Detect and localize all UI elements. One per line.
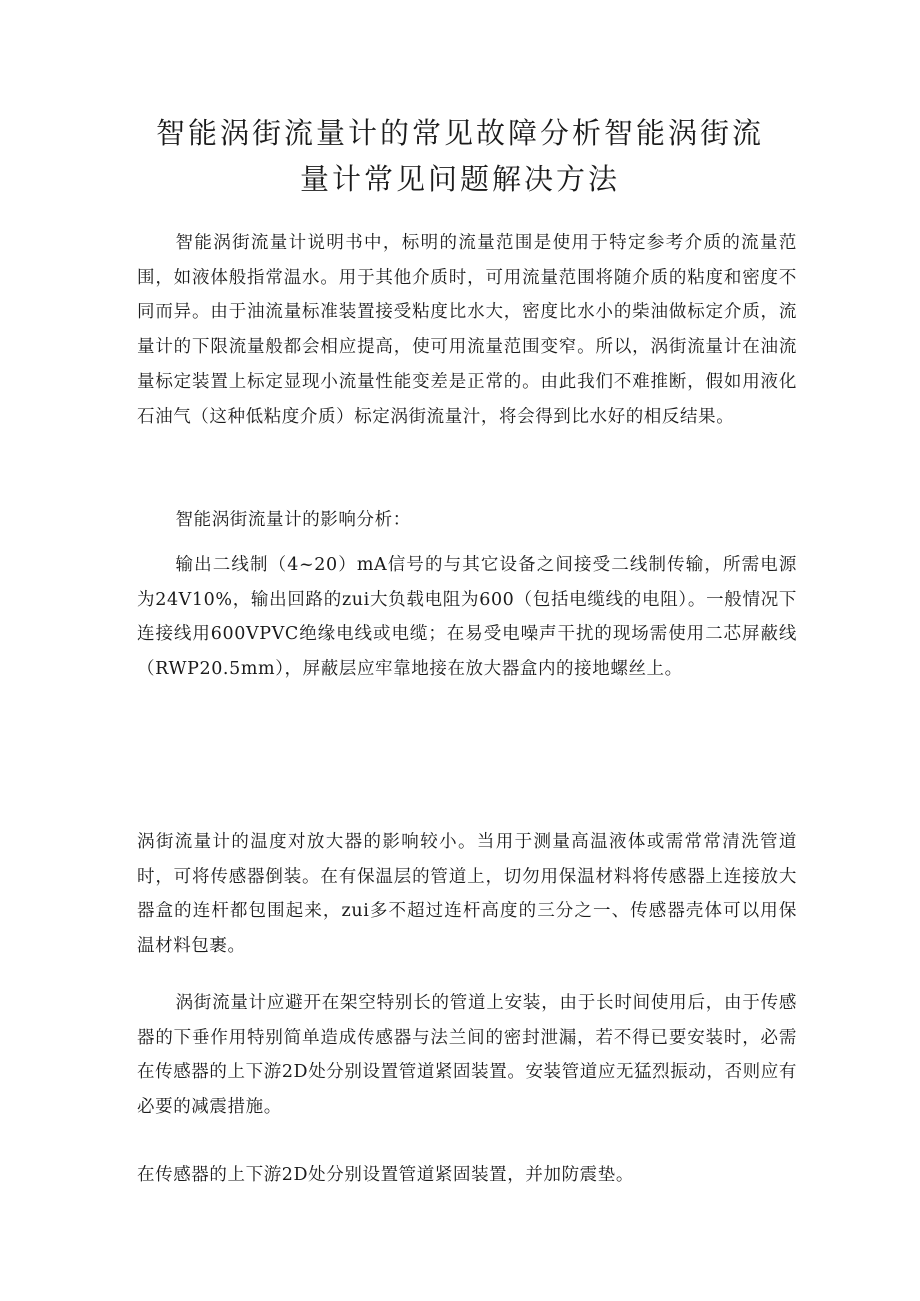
paragraph-installation: 涡街流量计应避开在架空特别长的管道上安装，由于长时间使用后，由于传感器的下垂作用特别简单造成传感器与法兰间的密封泄漏，若不得已要安装时，必需在传感器的上下游2D处分别设置管道紧固装置。安装管道应无猛烈振动，否则应有必要的减震措施。 [137, 993, 797, 1118]
document-title [130, 110, 790, 202]
paragraph-flow-range: 智能涡街流量计说明书中，标明的流量范围是使用于特定参考介质的流量范围，如液体般指常温水。用于其他介质时，可用流量范围将随介质的粘度和密度不同而异。由于油流量标准装置接受粘度比水大，密度比水小的柴油做标定介质，流量计的下限流量般都会相应提高，使可用流量范围变窄。所以，涡街流量计在油流量标定装置上标定显现小流量性能变差是正常的。由此我们不难推断，假如用液化石油气（这种低粘度介质）标定涡街流量汁，将会得到比水好的相反结果。 [137, 233, 797, 427]
paragraph-impact-heading: 智能涡街流量计的影响分析： [175, 510, 411, 530]
title-line-2: 量计常见问题解决方法 [299, 162, 620, 196]
paragraph-temperature: 涡街流量计的温度对放大器的影响较小。当用于测量高温液体或需常常清洗管道时，可将传感器倒装。在有保温层的管道上，切勿用保温材料将传感器上连接放大器盒的连杆都包围起来，zui多不超过连杆高度的三分之一、传感器壳体可以用保温材料包裹。 [137, 832, 797, 957]
paragraph-fastening: 在传感器的上下游2D处分别设置管道紧固装置，并加防震垫。 [137, 1165, 634, 1185]
paragraph-wiring: 输出二线制（4~20）mA信号的与其它设备之间接受二线制传输，所需电源为24V10%，输出回路的zui大负载电阻为600（包括电缆线的电阻）。一般情况下连接线用600VPVC绝缘电线或电缆；在易受电噪声干扰的现场需使用二芯屏蔽线（RWP20.5mm），屏蔽层应牢靠地接在放大器盒内的接地螺丝上。 [137, 555, 797, 680]
title-line-1: 智能涡街流量计的常见故障分析智能涡街流 [155, 116, 764, 150]
